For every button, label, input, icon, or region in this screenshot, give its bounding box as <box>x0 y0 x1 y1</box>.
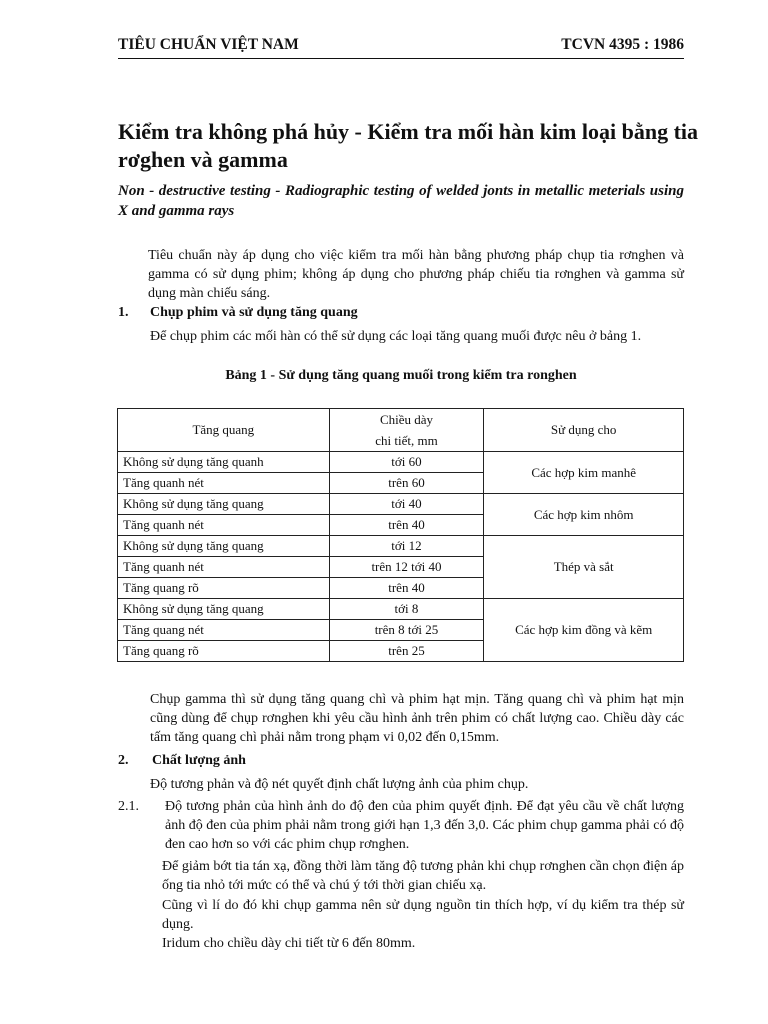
header-rule <box>118 58 684 59</box>
header-cell: Tăng quang <box>118 409 330 452</box>
section-2-1-number: 2.1. <box>118 799 139 814</box>
after-table-paragraph: Chụp gamma thì sử dụng tăng quang chì và phim hạt mịn. Tăng quang chì và phim hạt mịn cũng dùng để chụp rơnghen khi yêu cầu hình ảnh trên phim có chất lượng cao. Chiều dày các tấm tăng quang chì phải nằm trong phạm vi 0,02 đến 0,15mm. <box>150 692 684 745</box>
table-cell-group: Các hợp kim đồng và kẽm <box>484 599 684 662</box>
section-2-1-paragraph-1: Độ tương phản của hình ảnh do độ đen của phim quyết định. Để đạt yêu cầu về chất lượng ảnh độ đen của phim phải nằm trong giới hạn 1,3 đến 3,0. Các phim chụp gamma phải có độ đen cao hơn so với các phim chụp rơnghen. <box>165 799 684 852</box>
section-2-1-paragraph-4: Iridum cho chiều dày chi tiết từ 6 đến 80mm. <box>162 936 416 951</box>
table-cell: Không sử dụng tăng quang <box>118 494 330 515</box>
table-header-row <box>118 409 684 452</box>
header-cell: Sử dụng cho <box>484 409 684 452</box>
intro-paragraph: Tiêu chuẩn này áp dụng cho việc kiểm tra mối hàn bằng phương pháp chụp tia rơnghen và gamma có sử dụng phim; không áp dụng cho phương pháp chiếu tia rơnghen và gamma sử dụng màn chiếu sáng. <box>148 248 684 301</box>
section-2-title: Chất lượng ảnh <box>152 753 246 768</box>
table-cell: trên 8 tới 25 <box>329 620 484 641</box>
section-2-text: Độ tương phản và độ nét quyết định chất lượng ảnh của phim chụp. <box>150 777 529 792</box>
table-row <box>118 494 684 515</box>
table-cell: Tăng quang rõ <box>118 578 330 599</box>
table-cell: Tăng quanh nét <box>118 515 330 536</box>
table-cell: tới 8 <box>329 599 484 620</box>
table-cell: Tăng quang rõ <box>118 641 330 662</box>
header-cell: Chiều dày chi tiết, mm <box>329 409 484 452</box>
table-cell-group: Các hợp kim nhôm <box>484 494 684 536</box>
table-1 <box>117 408 684 662</box>
table-cell: tới 12 <box>329 536 484 557</box>
table-cell-group: Các hợp kim manhê <box>484 452 684 494</box>
table-cell: Tăng quang nét <box>118 620 330 641</box>
table-cell: trên 60 <box>329 473 484 494</box>
section-2-1-paragraph-2: Để giảm bớt tia tán xạ, đồng thời làm tăng độ tương phản khi chụp rơnghen cần chọn điện áp ống tia nhỏ tới mức có thể và chú ý tới thời gian chiếu xạ. <box>162 859 684 893</box>
table-cell: Không sử dụng tăng quang <box>118 536 330 557</box>
table-cell: Tăng quanh nét <box>118 557 330 578</box>
table-cell: trên 40 <box>329 515 484 536</box>
table-row <box>118 536 684 557</box>
document-title: Kiểm tra không phá hủy - Kiểm tra mối hàn kim loại bằng tia rơghen và gamma <box>118 119 699 172</box>
table-row <box>118 599 684 620</box>
table-row <box>118 452 684 473</box>
section-2-1-paragraph-3: Cũng vì lí do đó khi chụp gamma nên sử dụng nguồn tin thích hợp, ví dụ kiểm tra thép sử dụng. <box>162 898 684 932</box>
section-2-number: 2. <box>118 753 129 768</box>
section-1-title: Chụp phim và sử dụng tăng quang <box>150 305 358 320</box>
table-cell: trên 25 <box>329 641 484 662</box>
standard-name: TIÊU CHUẨN VIỆT NAM <box>118 36 299 53</box>
table-cell-group: Thép và sắt <box>484 536 684 599</box>
page-header <box>118 36 684 58</box>
table-cell: tới 60 <box>329 452 484 473</box>
document-title-english: Non - destructive testing - Radiographic testing of welded jonts in metallic meterials using X and gamma rays <box>118 183 684 219</box>
section-1-text: Để chụp phim các mối hàn có thể sử dụng các loại tăng quang muối được nêu ở bảng 1. <box>150 329 642 344</box>
standard-code: TCVN 4395 : 1986 <box>561 36 684 53</box>
table-cell: Tăng quanh nét <box>118 473 330 494</box>
table-cell: Không sử dụng tăng quang <box>118 599 330 620</box>
table-cell: trên 40 <box>329 578 484 599</box>
table-cell: Không sử dụng tăng quanh <box>118 452 330 473</box>
section-1-number: 1. <box>118 305 129 320</box>
table-cell: tới 40 <box>329 494 484 515</box>
table-1-caption: Bảng 1 - Sử dụng tăng quang muối trong kiểm tra ronghen <box>225 368 577 383</box>
table-cell: trên 12 tới 40 <box>329 557 484 578</box>
